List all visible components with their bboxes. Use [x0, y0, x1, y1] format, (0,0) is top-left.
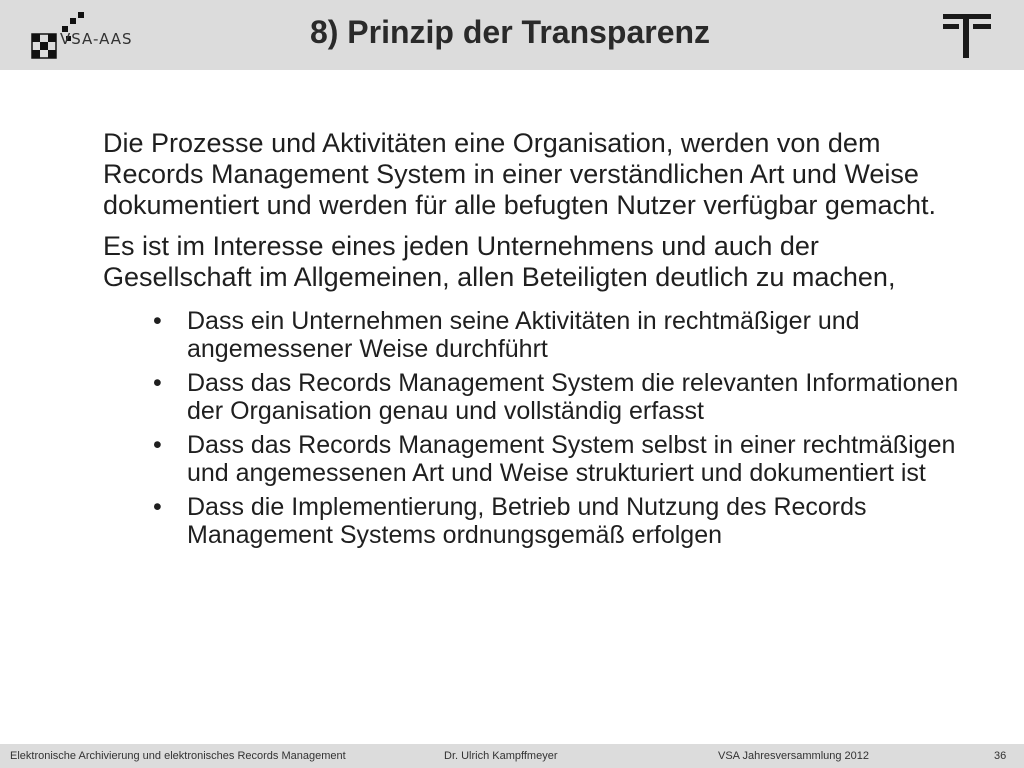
slide-body	[103, 128, 963, 555]
bullet-icon: •	[153, 369, 162, 397]
paragraph-2: Es ist im Interesse eines jeden Unternehmens und auch der Gesellschaft im Allgemeinen, allen Beteiligten deutlich zu machen,	[103, 231, 896, 292]
list-item-text: Dass das Records Management System selbst in einer rechtmäßigen und angemessenen Art und Weise strukturiert und dokumentiert ist	[187, 431, 956, 487]
list-item	[103, 431, 963, 487]
logo-text: VSA-AAS	[60, 30, 133, 48]
list-item-text: Dass die Implementierung, Betrieb und Nutzung des Records Management Systems ordnungsgemäß erfolgen	[187, 493, 867, 549]
footer-event: VSA Jahresversammlung 2012	[718, 750, 870, 762]
bullet-icon: •	[153, 493, 162, 521]
slide-title: 8) Prinzip der Transparenz	[309, 14, 711, 50]
list-item	[103, 307, 963, 363]
footer-course-title: Elektronische Archivierung und elektronisches Records Management	[10, 750, 346, 762]
page-number: 36	[994, 750, 1007, 762]
bullet-list	[103, 307, 963, 549]
list-item	[103, 493, 963, 549]
list-item-text: Dass ein Unternehmen seine Aktivitäten in rechtmäßiger und angemessener Weise durchführt	[187, 307, 860, 363]
pdf-logo	[943, 14, 993, 63]
list-item-text: Dass das Records Management System die relevanten Informationen der Organisation genau und vollständig erfasst	[187, 369, 959, 425]
list-item	[103, 369, 963, 425]
paragraph-1: Die Prozesse und Aktivitäten eine Organisation, werden von dem Records Management System in einer verständlichen Art und Weise dokumentiert und werden für alle befugten Nutzer verfügbar gemacht.	[103, 128, 936, 220]
header-bar	[0, 0, 1024, 70]
bullet-icon: •	[153, 431, 162, 459]
footer-bar	[0, 744, 1024, 768]
footer-author: Dr. Ulrich Kampffmeyer	[444, 750, 558, 762]
bullet-icon: •	[153, 307, 162, 335]
